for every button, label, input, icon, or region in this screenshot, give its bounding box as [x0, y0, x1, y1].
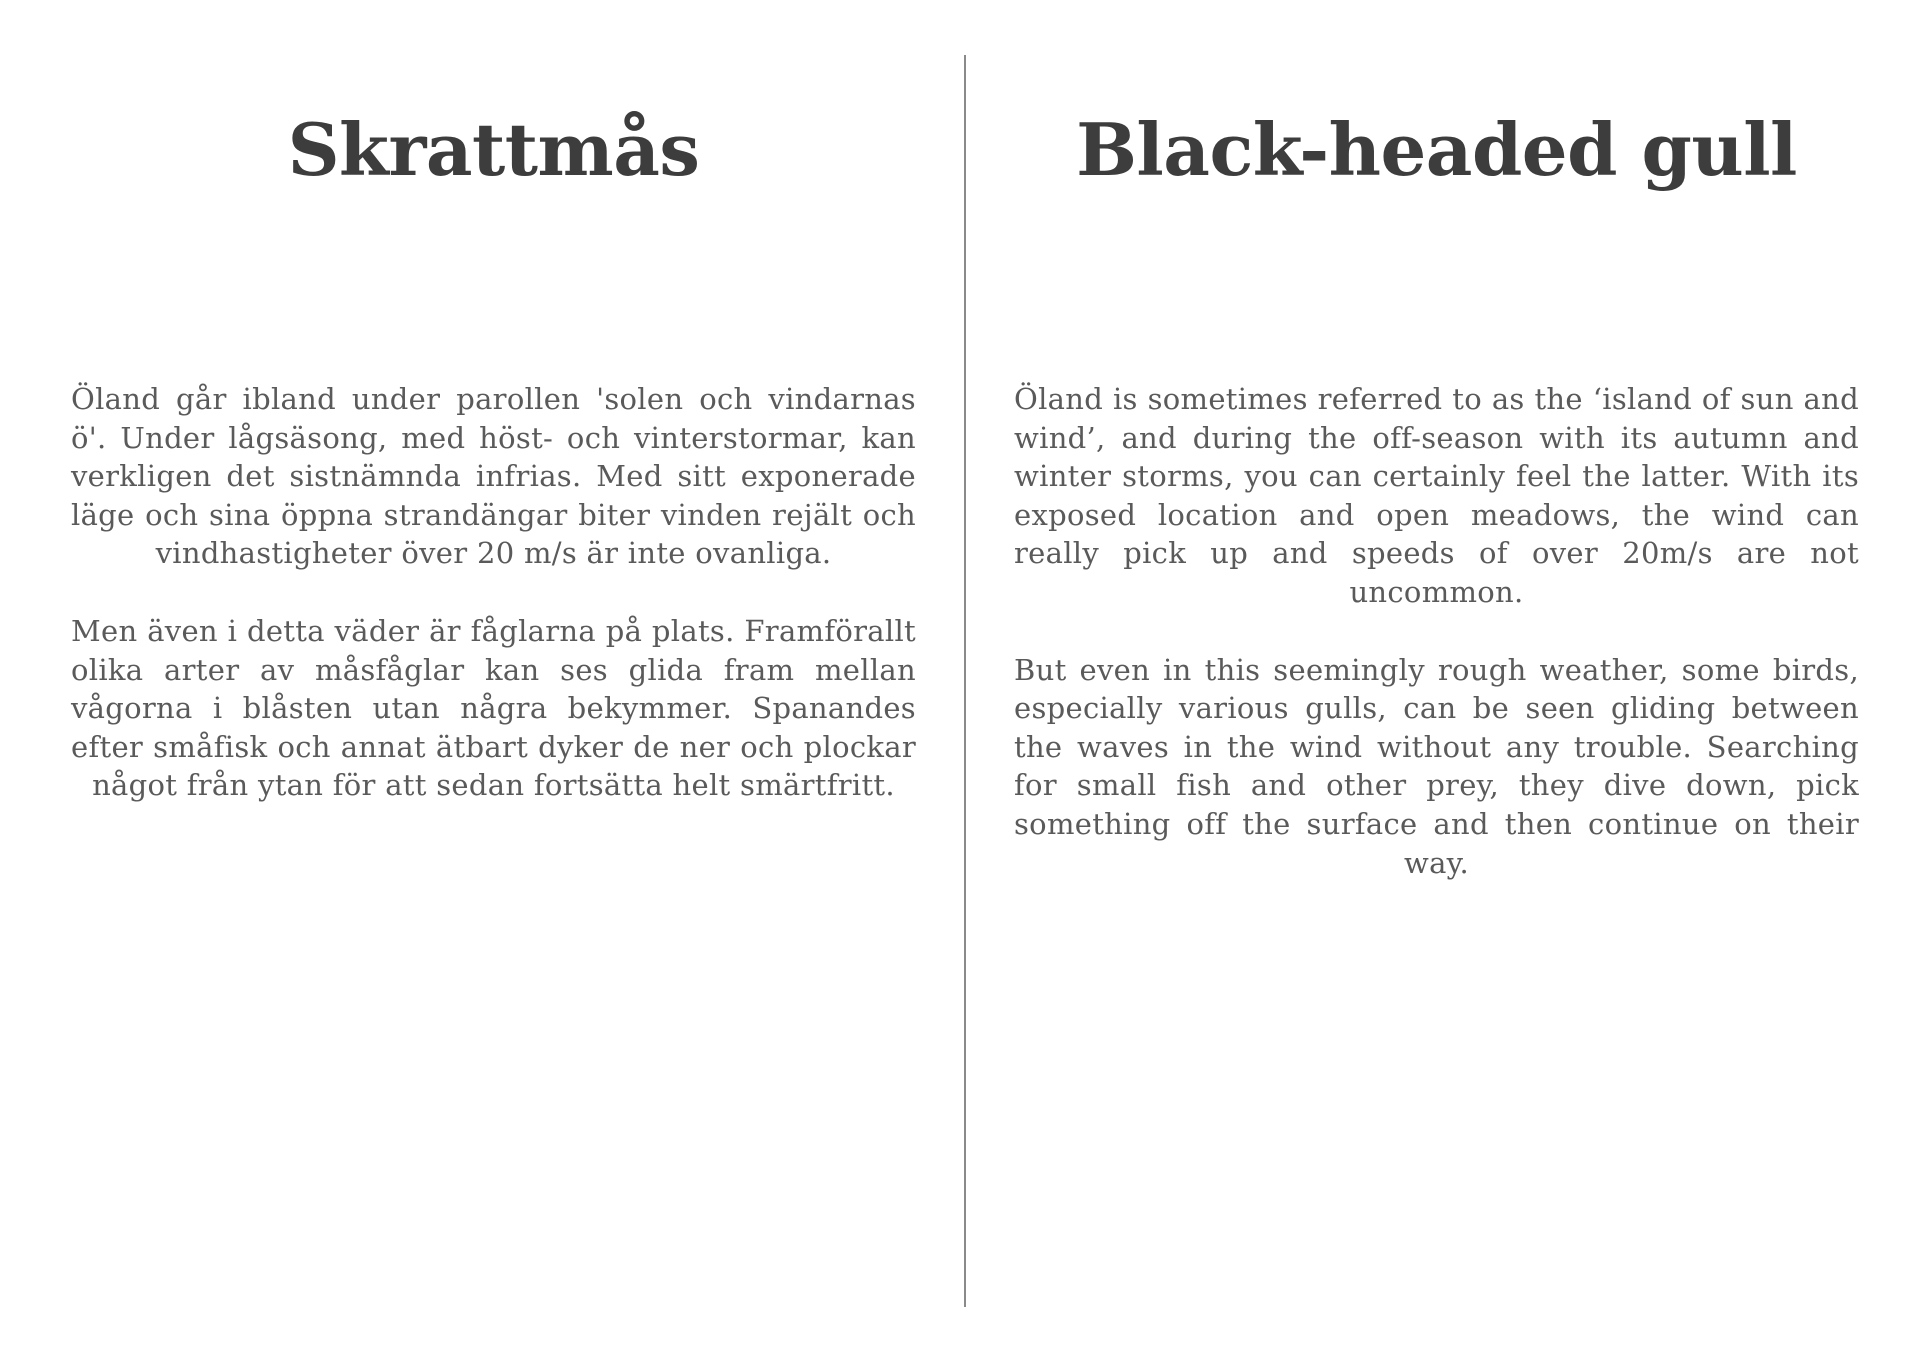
english-paragraph-1: Öland is sometimes referred to as the ‘island of sun and wind’, and during the off-season with its autumn and winter storms, you can certainly feel the latter. With its exposed location and open meadows, the wind can really pick up and speeds of over 20m/s are not uncommon.	[1014, 382, 1859, 609]
swedish-body	[71, 380, 916, 805]
english-paragraph-2: But even in this seemingly rough weather, some birds, especially various gulls, can be seen gliding between the waves in the wind without any trouble. Searching for small fish and other prey, they dive down, pick something off the surface and then continue on their way.	[1014, 652, 1859, 880]
english-column	[1014, 100, 1859, 921]
english-title: Black-headed gull	[1076, 107, 1797, 192]
swedish-title: Skrattmås	[287, 107, 700, 192]
swedish-column	[71, 100, 916, 844]
english-body	[1014, 380, 1859, 882]
column-divider	[964, 55, 966, 1307]
swedish-paragraph-1: Öland går ibland under parollen 'solen och vindarnas ö'. Under lågsäsong, med höst- och vinterstormar, kan verkligen det sistnämnda infrias. Med sitt exponerade läge och sina öppna strandängar biter vinden rejält och vindhastigheter över 20 m/s är inte ovanliga.	[71, 382, 916, 571]
swedish-paragraph-2: Men även i detta väder är fåglarna på plats. Framförallt olika arter av måsfåglar kan ses glida fram mellan vågorna i blåsten utan några bekymmer. Spanandes efter småfisk och annat ätbart dyker de ner och plockar något från ytan för att sedan fortsätta helt smärtfritt.	[71, 613, 916, 803]
